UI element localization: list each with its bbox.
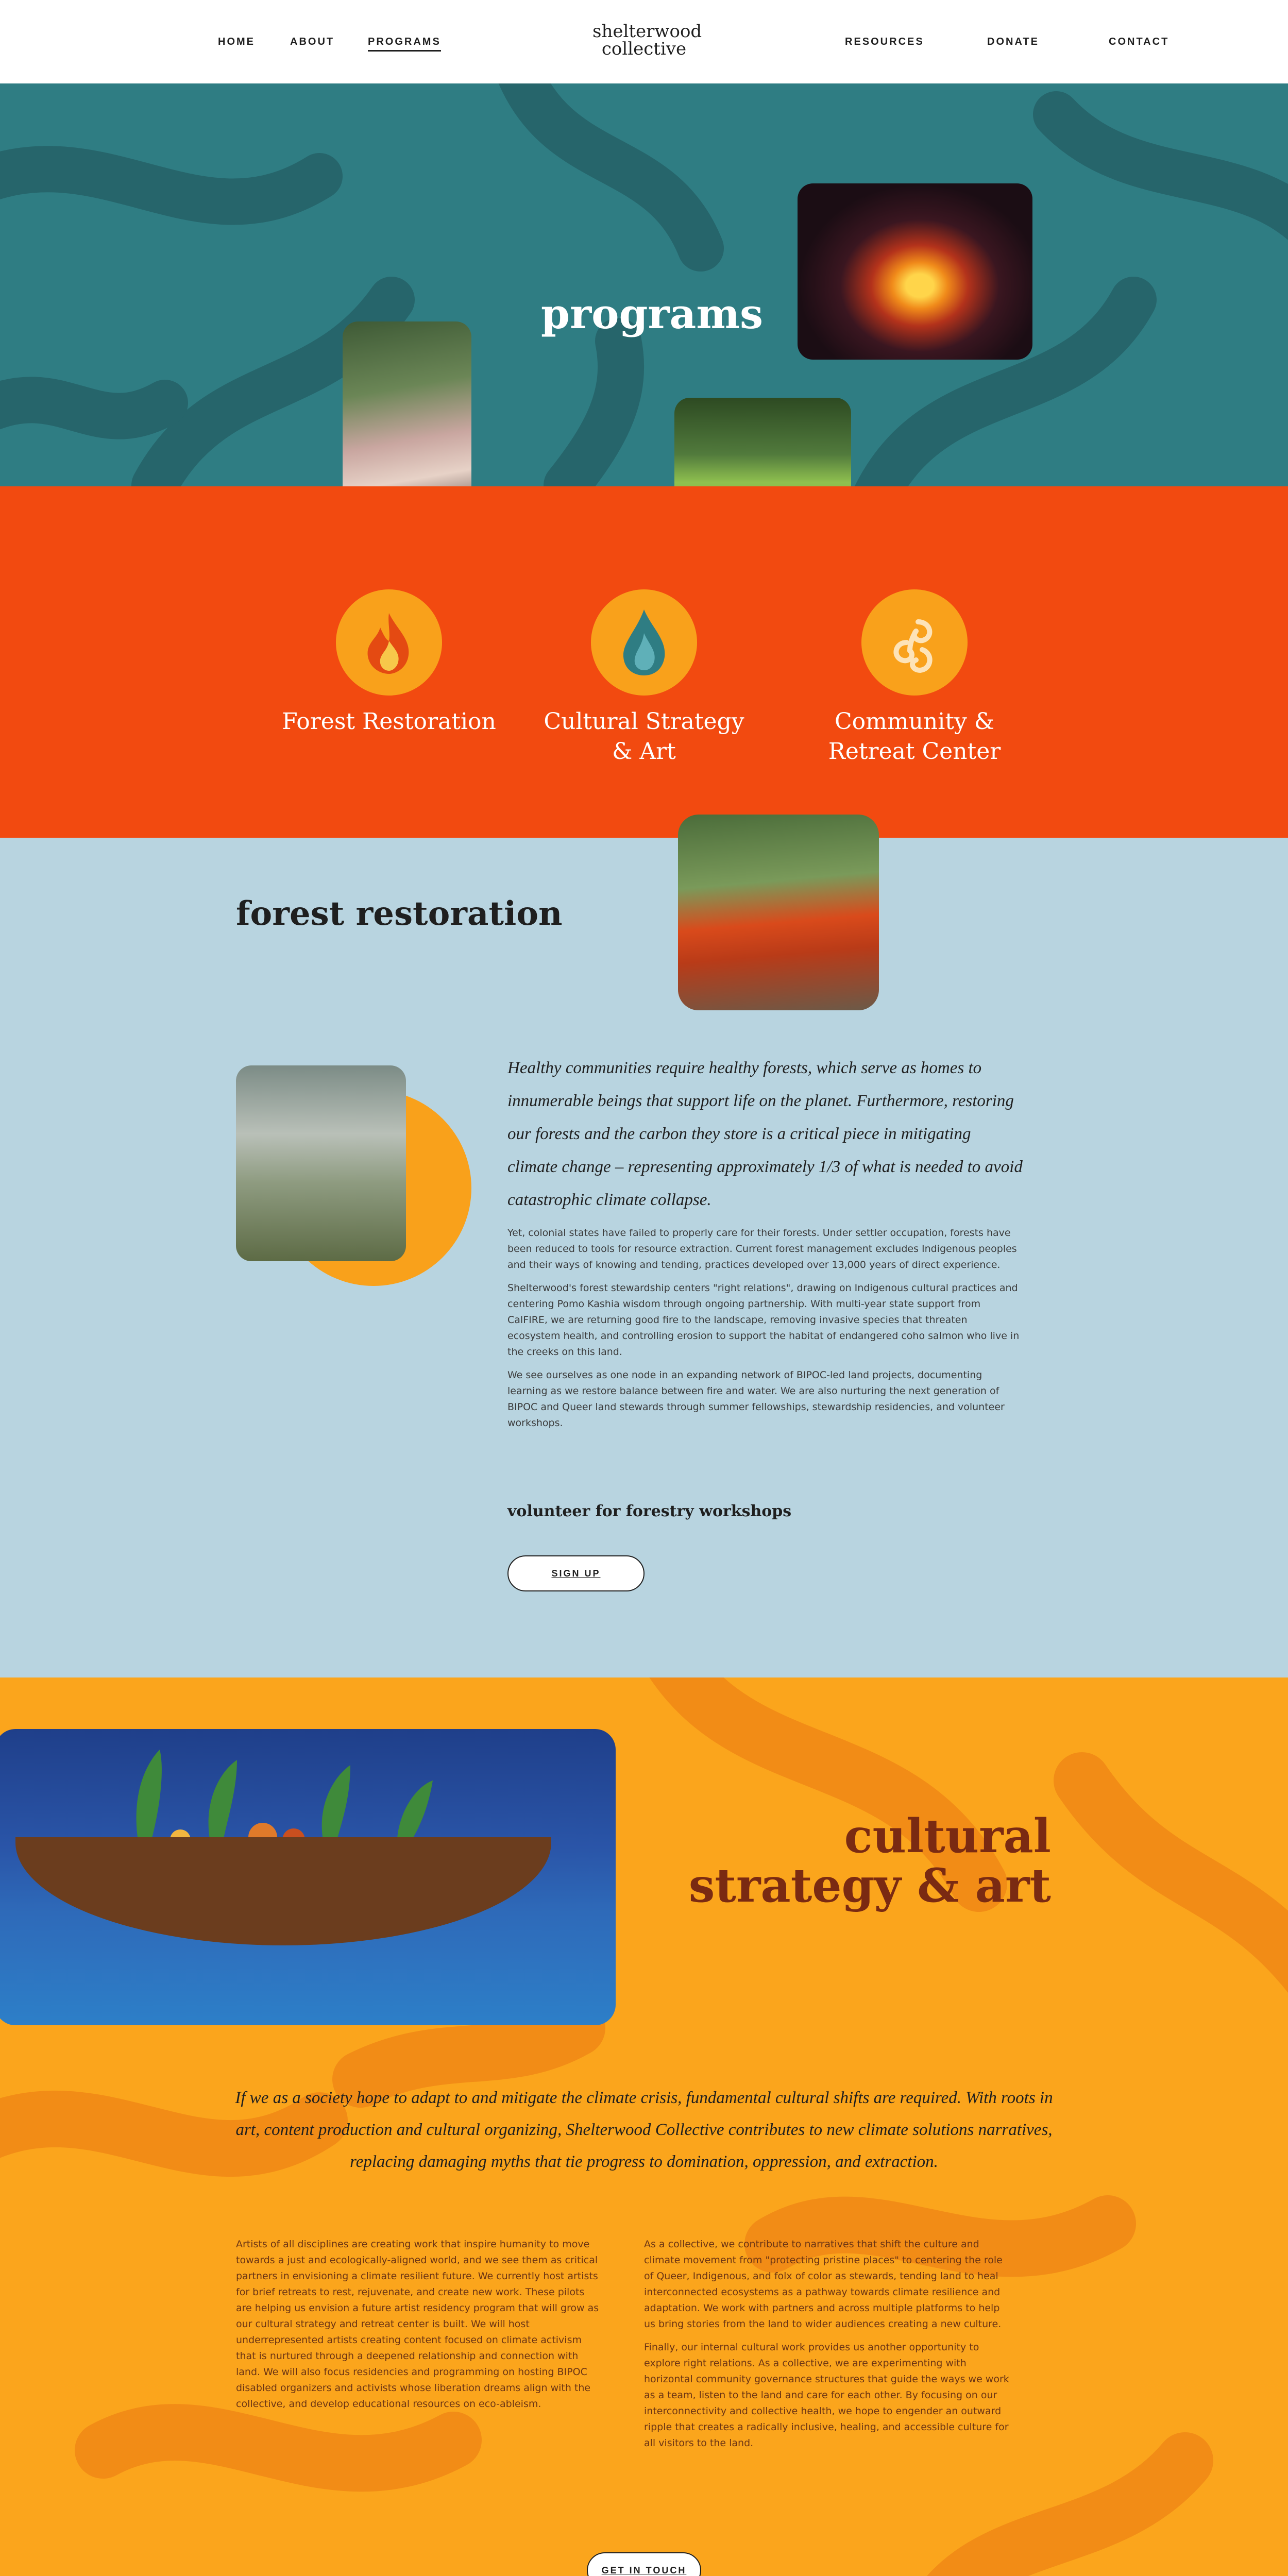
nav-programs[interactable]: PROGRAMS [368,36,441,52]
program-forest-restoration[interactable] [276,589,502,737]
water-flame-icon [618,606,670,679]
nav-home[interactable]: HOME [218,36,255,47]
community-gathering-photo [343,321,471,486]
program-label: Community & Retreat Center [828,708,1001,765]
spiral-icon [886,606,943,679]
program-label: Forest Restoration [282,708,496,735]
program-cultural-strategy[interactable] [531,589,757,767]
program-icon-circle [336,589,442,696]
wave-pattern-bg [0,83,1288,486]
nav-about[interactable]: ABOUT [290,36,335,47]
get-in-touch-button[interactable]: GET IN TOUCH [587,2552,701,2576]
canoe-painting [0,1729,616,2025]
field-circle-photo [674,398,851,486]
section-body [507,1225,1023,1438]
hero-section [0,83,1288,486]
flame-icon [361,609,417,676]
paragraph: We see ourselves as one node in an expanding network of BIPOC-led land projects, documenting learning as we restore balance between fire and water. We are also nurturing the next generation of BIPOC and Queer land stewards through summer fellowships, stewardship residencies, and volunteer workshops. [507,1369,1005,1429]
paragraph: As a collective, we contribute to narratives that shift the culture and climate movement from "protecting pristine places" to centering the role of Queer, Indigenous, and folx of color as stewards, tending land to heal interconnected ecosystems as a pathway towards climate resilience and adaptation. We work with partners and across multiple platforms to help us bring stories from the land to wider audiences creating a new culture. [644,2239,1003,2330]
paragraph: Artists of all disciplines are creating work that inspire humanity to move towards a just and ecologically-aligned world, and we see them as critical partners in envisioning a climate resilient future. We currently host artists for brief retreats to rest, rejuvenate, and create new work. These pilots are helping us envision a future artist residency program that will grow as our cultural strategy and retreat center is built. We will host underrepresented artists creating content focused on climate activism that is nurtured through a deepened relationship and connection with land. We will also focus residencies and programming on hosting BIPOC disabled organizers and activists whose liberation dreams align with the collective, and develop educational resources on eco-ableism. [236,2239,599,2410]
controlled-burn-photo [236,1065,406,1261]
program-icon-circle [861,589,968,696]
paragraph: Yet, colonial states have failed to properly care for their forests. Under settler occupation, forests have been reduced to tools for resource extraction. Current forest management excludes Indigenous peoples and their ways of knowing and tending, practices developed over 13,000 years of direct experience. [507,1227,1017,1270]
page-title: programs [541,290,764,338]
program-retreat-center[interactable] [801,589,1028,767]
programs-overview [0,486,1288,838]
brand-logo-text[interactable]: shelterwood collective [592,21,702,59]
nav-resources[interactable]: RESOURCES [845,36,924,47]
nav-donate[interactable]: DONATE [987,36,1039,47]
section-lead: If we as a society hope to adapt to and mitigate the climate crisis, fundamental cultural shifts are required. With roots in art, content production and cultural organizing, Shelterwood Collective contributes to new climate solutions narratives, replacing damaging myths that tie progress to domination, oppression, and extraction. [235,2089,1053,2171]
volunteer-heading: volunteer for forestry workshops [507,1502,792,1520]
program-label: Cultural Strategy & Art [544,708,744,765]
program-icon-circle [591,589,697,696]
paragraph: Finally, our internal cultural work provides us another opportunity to explore right relations. As a collective, we are experimenting with horizontal community governance structures that guide the ways we work as a team, listen to the land and care for each other. By focusing on our interconnectivity and collective health, we hope to engender an outward ripple that creates a radically inclusive, healing, and accessible culture for all visitors to the land. [644,2342,1009,2449]
forestry-crew-photo [678,815,879,1010]
forest-restoration-section [0,838,1288,1677]
site-header [0,0,1288,83]
paragraph: Shelterwood's forest stewardship centers "right relations", drawing on Indigenous cultural practices and centering Pomo Kashia wisdom through ongoing partnership. With multi-year state support from CalFIRE, we are returning good fire to the landscape, removing invasive species that threaten ecosystem health, and controlling erosion to support the habitat of endangered coho salmon who live in the creeks on this land. [507,1282,1020,1358]
campfire-photo [798,183,1032,360]
section-title: cultural strategy & art [688,1809,1051,1913]
section-title: forest restoration [236,894,563,933]
nav-contact[interactable]: CONTACT [1109,36,1170,47]
cultural-strategy-section [0,1677,1288,2576]
forestry-sign-up-button[interactable]: SIGN UP [507,1555,645,1591]
section-lead: Healthy communities require healthy forests, which serve as homes to innumerable beings that support life on the planet. Furthermore, restoring our forests and the carbon they store is a critical piece in mitigating climate change – representing approximately 1/3 of what is needed to avoid catastrophic climate collapse. [507,1059,1023,1209]
column-left [236,2236,602,2419]
column-right [644,2236,1010,2459]
